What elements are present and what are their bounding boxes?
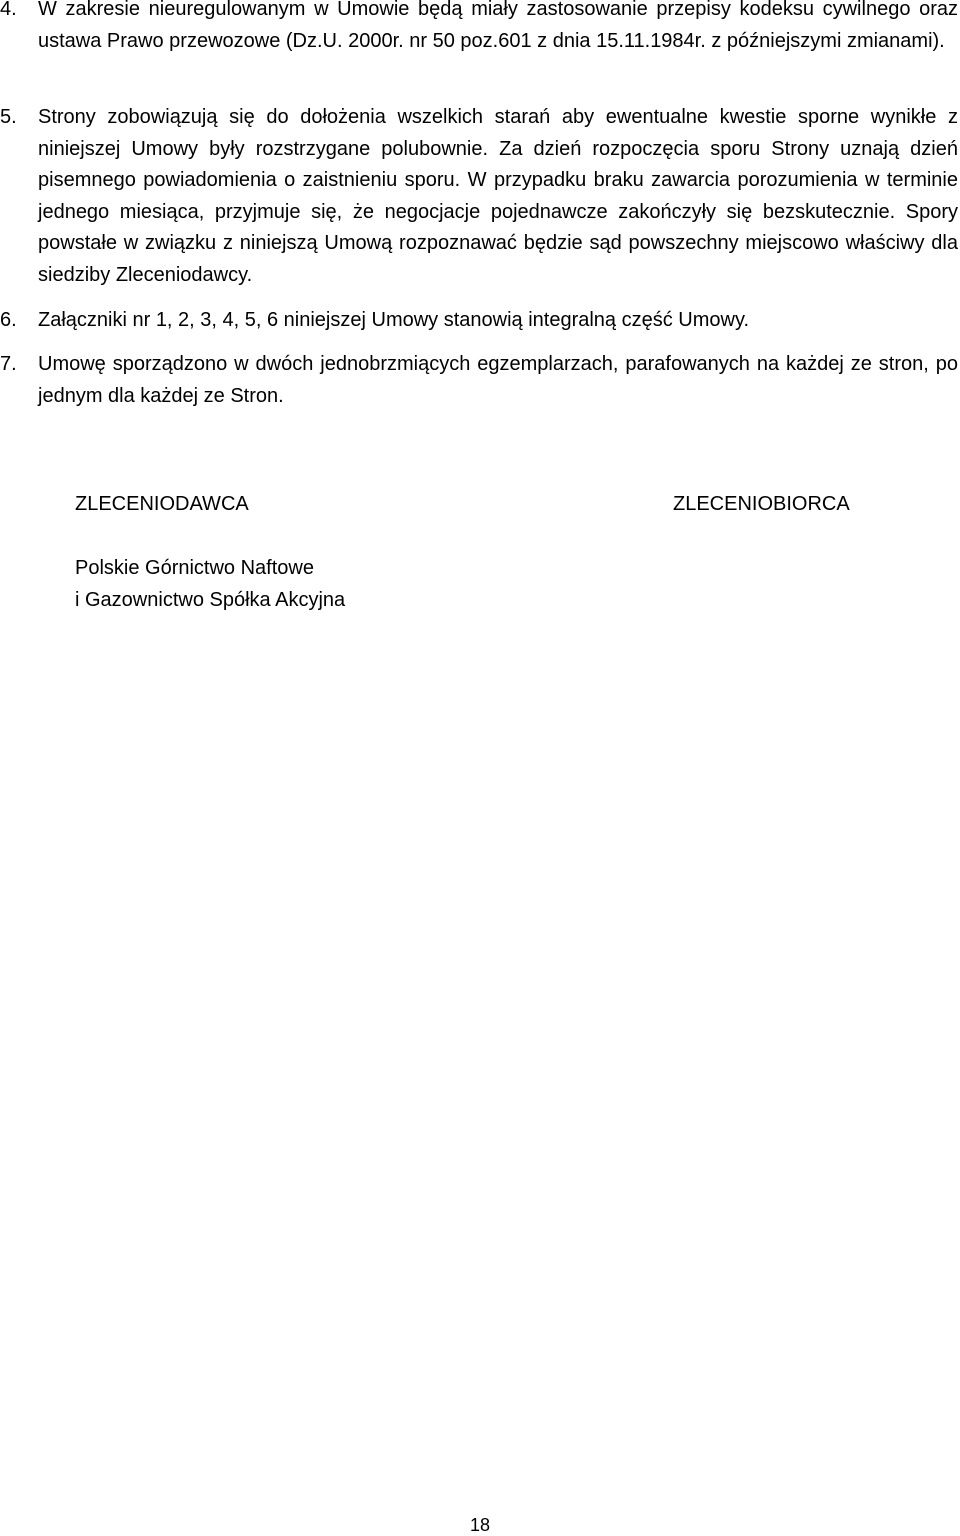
client-company-name-line: Polskie Górnictwo Naftowe [75,557,314,579]
contractor-signature-label: ZLECENIOBIORCA [673,493,850,515]
clause-7 [0,349,958,412]
clause-number: 6. [0,309,17,331]
page-number: 18 [469,1515,491,1535]
clause-number: 7. [0,353,17,375]
clause-5 [0,102,958,291]
clause-number: 4. [0,0,17,20]
clause-text: Załączniki nr 1, 2, 3, 4, 5, 6 niniejszej Umowy stanowią integralną część Umowy. [38,309,750,331]
client-company-name-line: i Gazownictwo Spółka Akcyjna [75,589,346,611]
client-signature-label: ZLECENIODAWCA [75,493,249,515]
clause-text: Strony zobowiązują się do dołożenia wszelkich starań aby ewentualne kwestie sporne wynikłe z niniejszej Umowy były rozstrzygane polubownie. Za dzień rozpoczęcia sporu Strony uznają dzień pisemnego powiadomienia o zaistnieniu sporu. W przypadku braku zawarcia porozumienia w terminie jednego miesiąca, przyjmuje się, że negocjacje pojednawcze zakończyły się bezskutecznie. Spory powstałe w związku z niniejszą Umową rozpoznawać będzie sąd powszechny miejscowo właściwy dla siedziby Zleceniodawcy. [38,106,958,286]
clause-4 [0,0,958,57]
client-company-name [75,552,345,616]
clause-number: 5. [0,106,17,128]
clause-6 [0,305,958,337]
clause-text: W zakresie nieuregulowanym w Umowie będą miały zastosowanie przepisy kodeksu cywilnego oraz ustawa Prawo przewozowe (Dz.U. 2000r. nr 50 poz.601 z dnia 15.11.1984r. z późniejszymi zmianami). [38,0,958,52]
clause-text: Umowę sporządzono w dwóch jednobrzmiących egzemplarzach, parafowanych na każdej ze stron, po jednym dla każdej ze Stron. [38,353,958,407]
